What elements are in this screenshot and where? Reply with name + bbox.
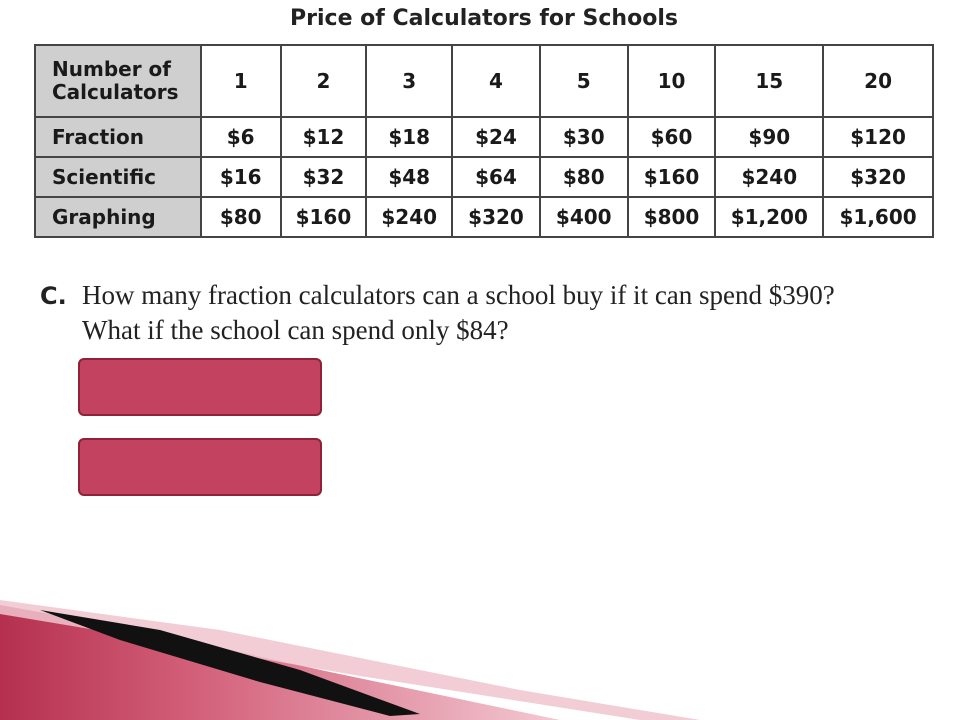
corner-line-2: Calculators bbox=[52, 80, 179, 104]
row-label: Scientific bbox=[35, 157, 201, 197]
row-label: Graphing bbox=[35, 197, 201, 237]
price-cell: $120 bbox=[823, 117, 933, 157]
quantity-header: 5 bbox=[540, 45, 628, 117]
table-title: Price of Calculators for Schools bbox=[290, 6, 678, 31]
price-cell: $18 bbox=[366, 117, 452, 157]
quantity-header: 1 bbox=[201, 45, 281, 117]
price-cell: $240 bbox=[366, 197, 452, 237]
price-cell: $60 bbox=[628, 117, 716, 157]
quantity-header: 4 bbox=[452, 45, 540, 117]
price-cell: $320 bbox=[452, 197, 540, 237]
corner-line-1: Number of bbox=[52, 57, 171, 81]
quantity-header: 20 bbox=[823, 45, 933, 117]
question-line-1: How many fraction calculators can a school buy if it can spend $390? bbox=[82, 280, 835, 310]
quantity-header: 15 bbox=[715, 45, 823, 117]
price-cell: $1,200 bbox=[715, 197, 823, 237]
price-cell: $48 bbox=[366, 157, 452, 197]
quantity-header: 2 bbox=[281, 45, 367, 117]
price-cell: $80 bbox=[540, 157, 628, 197]
row-label: Fraction bbox=[35, 117, 201, 157]
quantity-header: 3 bbox=[366, 45, 452, 117]
price-cell: $30 bbox=[540, 117, 628, 157]
price-cell: $320 bbox=[823, 157, 933, 197]
price-cell: $80 bbox=[201, 197, 281, 237]
price-cell: $64 bbox=[452, 157, 540, 197]
price-cell: $12 bbox=[281, 117, 367, 157]
question-letter: C. bbox=[40, 282, 67, 310]
price-cell: $24 bbox=[452, 117, 540, 157]
price-cell: $800 bbox=[628, 197, 716, 237]
quantity-header: 10 bbox=[628, 45, 716, 117]
price-cell: $240 bbox=[715, 157, 823, 197]
price-cell: $16 bbox=[201, 157, 281, 197]
price-cell: $160 bbox=[281, 197, 367, 237]
price-cell: $1,600 bbox=[823, 197, 933, 237]
price-cell: $400 bbox=[540, 197, 628, 237]
price-cell: $90 bbox=[715, 117, 823, 157]
price-cell: $160 bbox=[628, 157, 716, 197]
question-line-2: What if the school can spend only $84? bbox=[82, 315, 509, 345]
price-cell: $6 bbox=[201, 117, 281, 157]
price-cell: $32 bbox=[281, 157, 367, 197]
